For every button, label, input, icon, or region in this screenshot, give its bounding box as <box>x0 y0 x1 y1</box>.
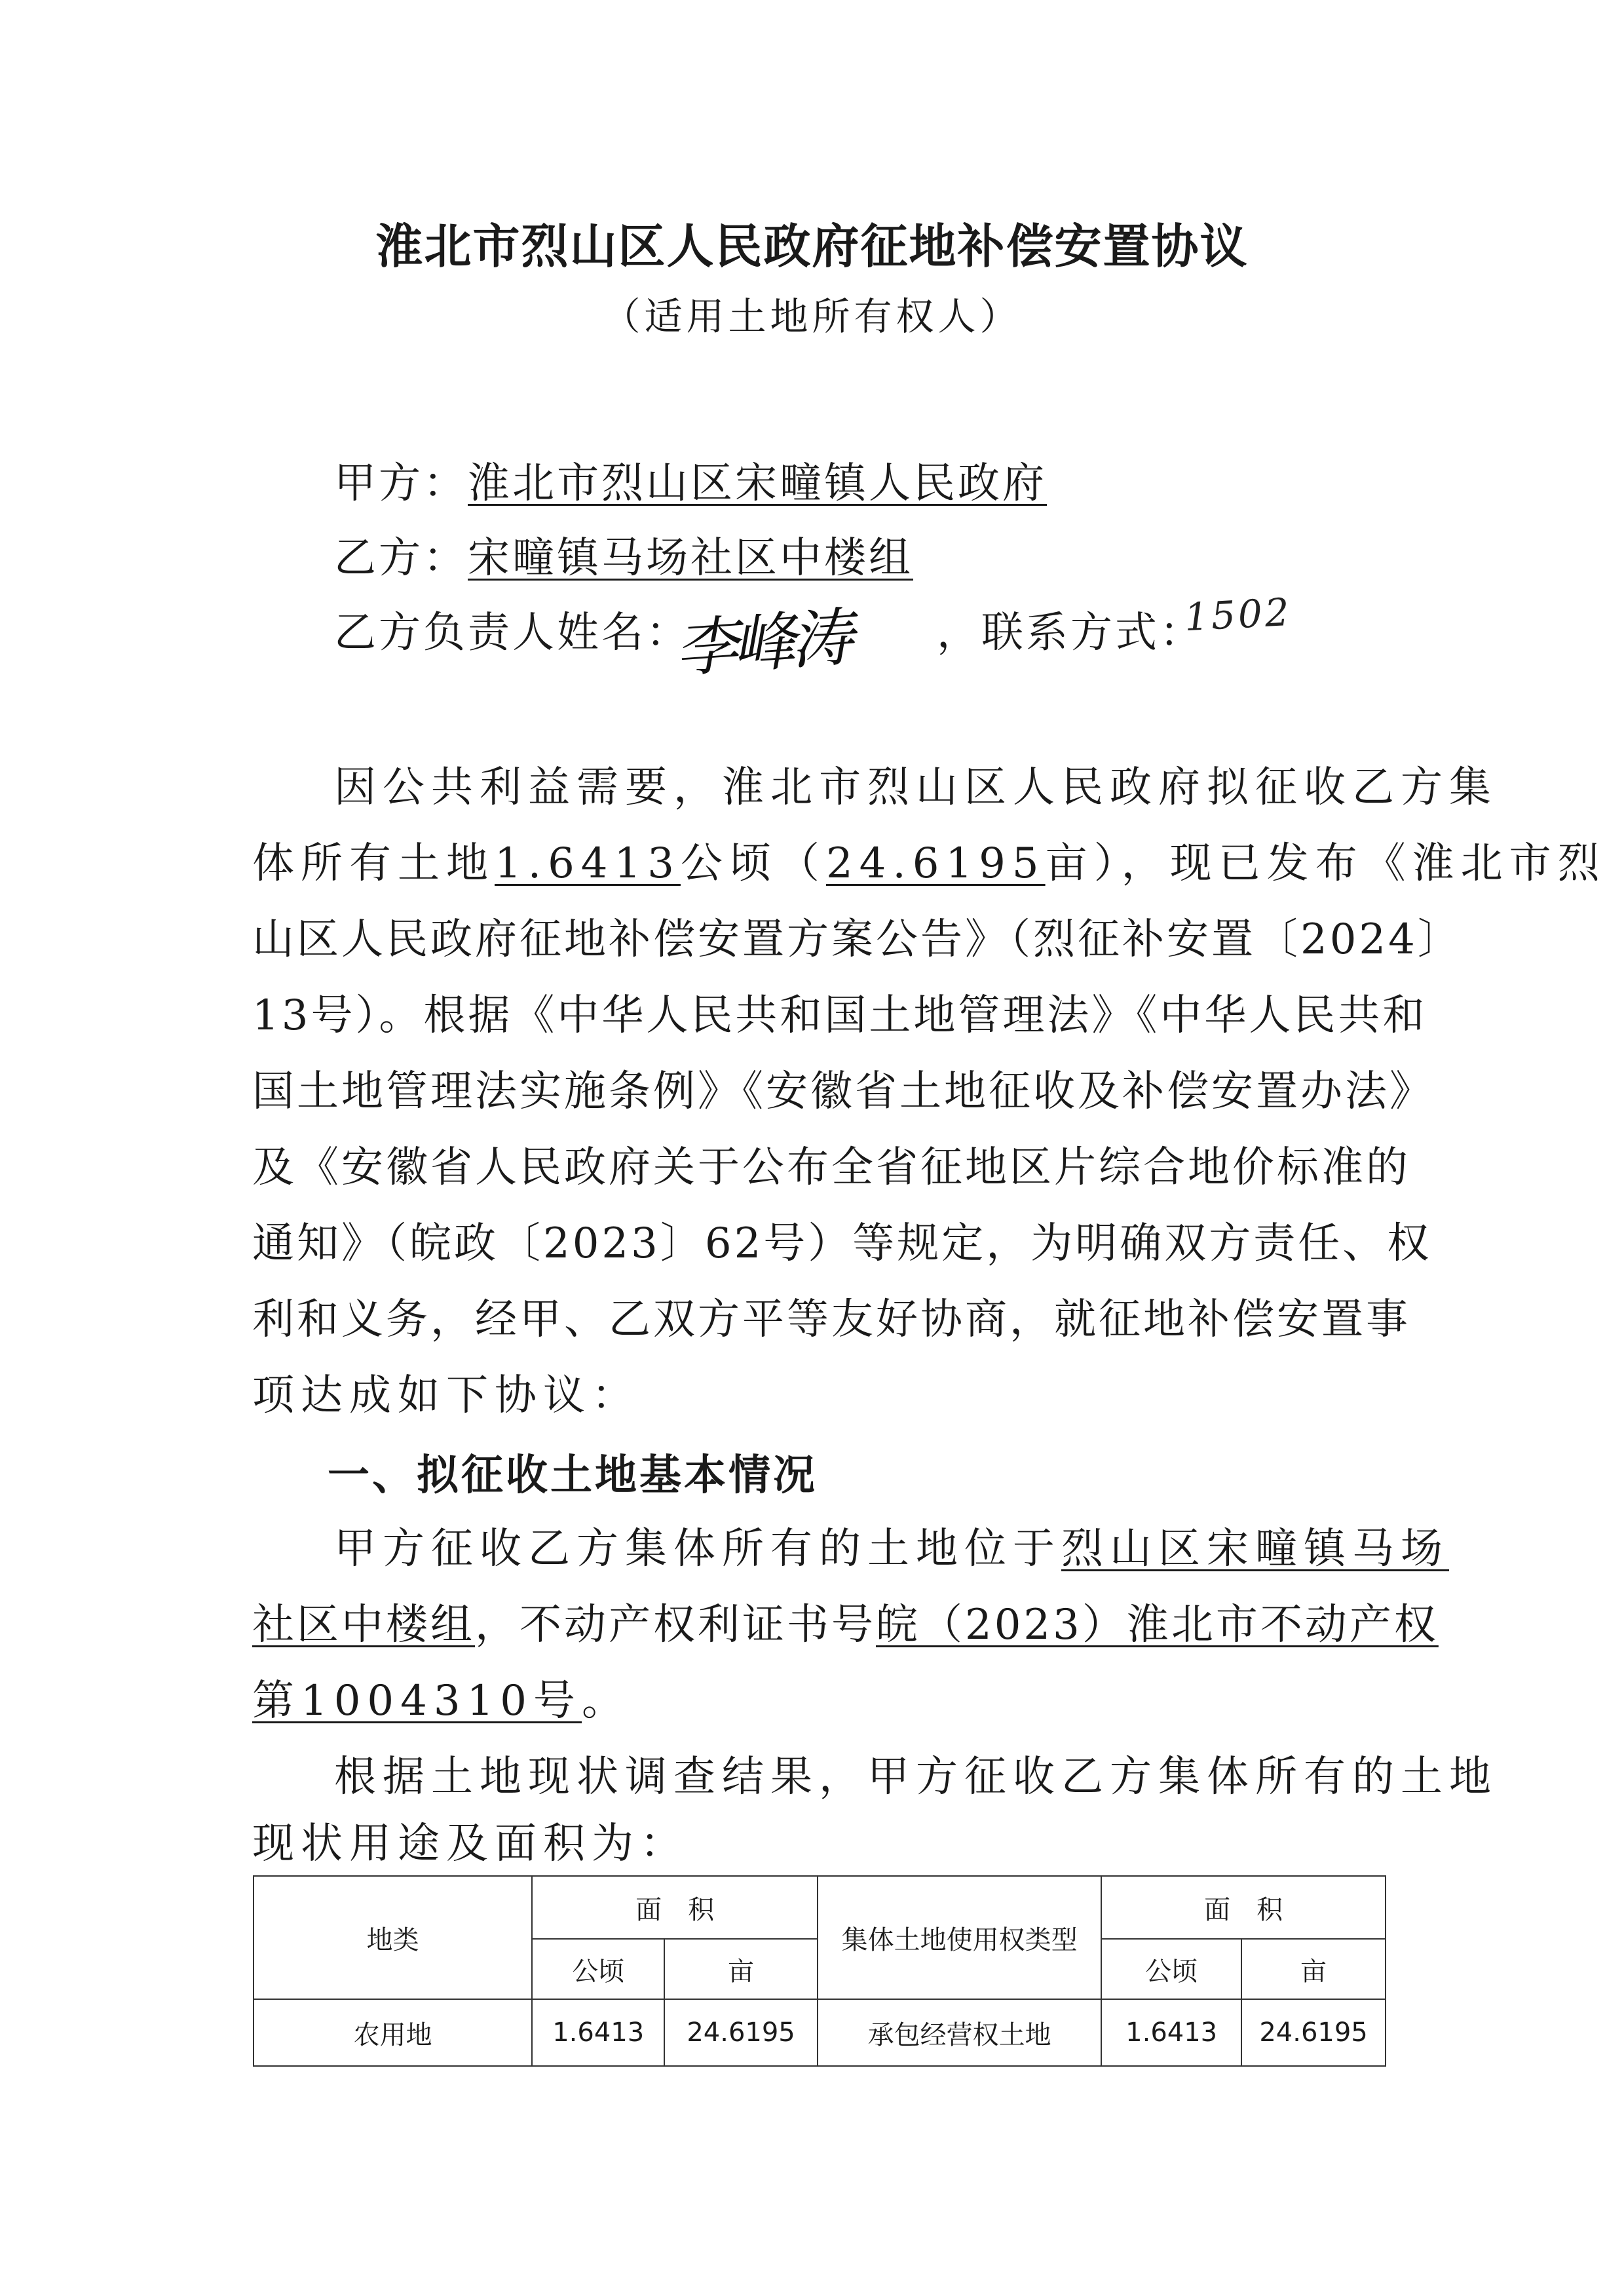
table-row <box>254 1999 1386 2066</box>
document-title: 淮北市烈山区人民政府征地补偿安置协议 <box>375 219 1249 274</box>
header-mu: 亩 <box>664 1939 818 1999</box>
party-b-value: 宋疃镇马场社区中楼组 <box>468 534 913 583</box>
section-1-para-2-line-2: 现状用途及面积为： <box>252 1820 689 1868</box>
party-a-value: 淮北市烈山区宋疃镇人民政府 <box>468 459 1047 508</box>
header-land-type: 地类 <box>254 1876 532 1999</box>
intro-line-5: 国土地管理法实施条例》《安徽省土地征收及补偿安置办法》 <box>252 1067 1434 1116</box>
area-hectares: 1.6413 <box>495 839 681 888</box>
section-1-para-1-line-1 <box>334 1515 1449 1575</box>
header-mu-2: 亩 <box>1241 1939 1386 1999</box>
header-area-2: 面 积 <box>1101 1876 1386 1939</box>
handwritten-signature: 李峰涛 <box>672 600 851 687</box>
party-b-label: 乙方： <box>334 534 468 583</box>
intro-line-3: 山区人民政府征地补偿安置方案公告》（烈征补安置〔2024〕 <box>252 915 1462 964</box>
location-part-b: 社区中楼组 <box>252 1601 475 1649</box>
intro-line-2-pre: 体所有土地 <box>252 839 495 888</box>
intro-line-7: 通知》（皖政〔2023〕62号）等规定，为明确双方责任、权 <box>252 1219 1432 1268</box>
cell-mu-2: 24.6195 <box>1241 1999 1386 2066</box>
document-subtitle: （适用土地所有权人） <box>602 294 1022 339</box>
table-header-row-1 <box>254 1876 1386 1939</box>
certificate-label: ，不动产权利证书号 <box>475 1601 876 1649</box>
intro-line-9: 项达成如下协议： <box>252 1371 640 1420</box>
area-mu: 24.6195 <box>825 839 1046 888</box>
land-area-table <box>253 1875 1386 2067</box>
cell-mu: 24.6195 <box>664 1999 818 2066</box>
intro-line-6: 及《安徽省人民政府关于公布全省征地区片综合地价标准的 <box>252 1143 1410 1192</box>
location-part-a: 烈山区宋疃镇马场 <box>1061 1525 1449 1573</box>
intro-line-2-mid: 公顷（ <box>680 839 826 888</box>
header-hectares-2: 公顷 <box>1101 1939 1241 1999</box>
section-1-para-1-line-3 <box>252 1667 630 1727</box>
section-1-para-1-line-2 <box>252 1591 1439 1651</box>
intro-line-1: 因公共利益需要，淮北市烈山区人民政府拟征收乙方集 <box>334 763 1498 812</box>
header-area: 面 积 <box>532 1876 818 1939</box>
cell-hectares-2: 1.6413 <box>1101 1999 1241 2066</box>
section-1-para-2-line-1: 根据土地现状调查结果，甲方征收乙方集体所有的土地 <box>334 1753 1498 1801</box>
certificate-end: 。 <box>582 1677 631 1725</box>
intro-line-8: 利和义务，经甲、乙双方平等友好协商，就征地补偿安置事 <box>252 1295 1410 1344</box>
intro-line-2 <box>252 830 1606 890</box>
party-a <box>334 450 1047 510</box>
party-b <box>334 524 913 584</box>
contact-value: 1502 <box>1183 589 1293 640</box>
intro-line-4: 13号）。根据《中华人民共和国土地管理法》《中华人民共和 <box>252 991 1427 1040</box>
header-hectares: 公顷 <box>532 1939 664 1999</box>
contact-label: ，联系方式： <box>937 609 1204 657</box>
header-right-type: 集体土地使用权类型 <box>818 1876 1101 1999</box>
cell-right-type: 承包经营权土地 <box>818 1999 1101 2066</box>
certificate-part-a: 皖（2023）淮北市不动产权 <box>876 1601 1439 1649</box>
intro-line-2-post: 亩），现已发布《淮北市烈 <box>1045 839 1606 888</box>
location-pre: 甲方征收乙方集体所有的土地位于 <box>334 1525 1061 1573</box>
representative-label: 乙方负责人姓名： <box>334 609 690 657</box>
section-1-heading: 一、拟征收土地基本情况 <box>328 1451 818 1500</box>
cell-hectares: 1.6413 <box>532 1999 664 2066</box>
cell-land-type: 农用地 <box>254 1999 532 2066</box>
certificate-part-b: 第1004310号 <box>252 1677 582 1725</box>
party-a-label: 甲方： <box>334 459 468 508</box>
